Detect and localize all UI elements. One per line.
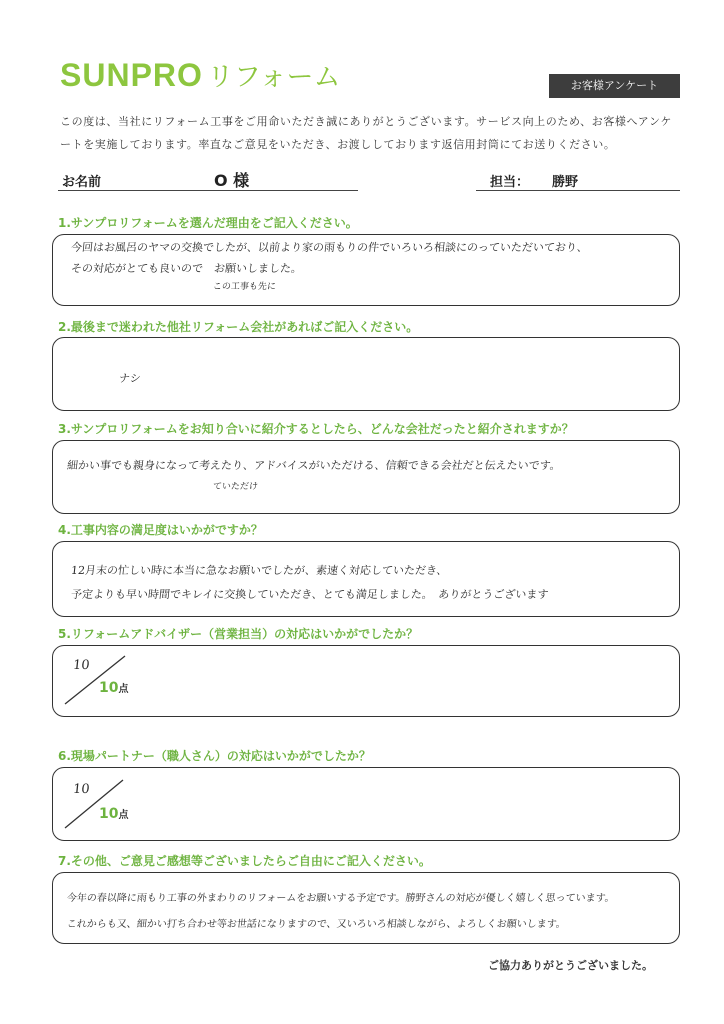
score-5-unit: 点 xyxy=(118,684,129,695)
customer-row xyxy=(58,168,680,192)
answer-4-line-1: 12月末の忙しい時に本当に急なお願いでしたが、素速く対応していただき、 xyxy=(70,564,449,577)
answer-1-insert: この工事も先に xyxy=(212,282,277,292)
survey-badge: お客様アンケート xyxy=(549,74,680,98)
question-1-title: 1.サンプロリフォームを選んだ理由をご記入ください。 xyxy=(58,216,358,230)
score-6-value: 10 xyxy=(99,806,119,822)
answer-7-line-2: これからも又、細かい打ち合わせ等お世話になりますので、又いろいろ相談しながら、よろしくお願いします。 xyxy=(66,919,567,930)
logo-suffix: リフォーム xyxy=(206,62,341,92)
name-underline xyxy=(58,190,358,191)
staff-label: 担当： xyxy=(490,175,530,190)
question-6-title: 6.現場パートナー（職人さん）の対応はいかがでしたか？ xyxy=(58,749,371,763)
question-7-title: 7.その他、ご意見ご感想等ございましたらご自由にご記入ください。 xyxy=(58,854,431,868)
name-label: お名前 xyxy=(62,175,102,190)
question-3-title: 3.サンプロリフォームをお知り合いに紹介するとしたら、どんな会社だったと紹介されますか？ xyxy=(58,422,574,436)
answer-box-2 xyxy=(52,337,680,411)
score-6-printed xyxy=(99,806,128,822)
answer-box-1 xyxy=(52,234,680,306)
answer-1-line-1: 今回はお風呂のヤマの交換でしたが、以前より家の雨もりの件でいろいろ相談にのっていただいており、 xyxy=(70,241,589,254)
name-value: O 様 xyxy=(214,171,250,190)
score-5-value: 10 xyxy=(99,680,119,696)
answer-1-line-2: その対応がとても良いので お願いしました。 xyxy=(70,262,303,275)
question-5-title: 5.リフォームアドバイザー（営業担当）の対応はいかがでしたか？ xyxy=(58,627,419,641)
answer-box-6 xyxy=(52,767,680,841)
answer-box-7 xyxy=(52,872,680,944)
logo-brand: SUNPRO xyxy=(60,57,203,93)
score-5-printed xyxy=(99,680,128,696)
intro-text: この度は、当社にリフォーム工事をご用命いただき誠にありがとうございます。サービス向上のため、お客様へアンケートを実施しております。率直なご意見をいただき、お渡ししております返信用封筒にてお送りください。 xyxy=(60,115,672,151)
staff-underline xyxy=(476,190,680,191)
score-6-handwritten: 10 xyxy=(72,782,91,797)
thanks-footer: ご協力ありがとうございました。 xyxy=(488,959,653,972)
staff-value: 勝野 xyxy=(552,175,579,190)
answer-box-4 xyxy=(52,541,680,617)
score-5-handwritten: 10 xyxy=(72,658,91,673)
answer-3-line-1: 細かい事でも親身になって考えたり、アドバイスがいただける、信頼できる会社だと伝えたいです。 xyxy=(66,459,562,472)
answer-3-insert: ていただけ xyxy=(212,482,259,492)
answer-box-3 xyxy=(52,440,680,514)
score-slash-6 xyxy=(53,768,173,840)
answer-7-line-1: 今年の春以降に雨もり工事の外まわりのリフォームをお願いする予定です。勝野さんの対応が優しく嬉しく思っています。 xyxy=(66,893,616,904)
answer-2-line-1: ナシ xyxy=(118,372,142,385)
question-2-title: 2.最後まで迷われた他社リフォーム会社があればご記入ください。 xyxy=(58,320,419,334)
question-4-title: 4.工事内容の満足度はいかがですか？ xyxy=(58,523,263,537)
answer-box-5 xyxy=(52,645,680,717)
score-6-unit: 点 xyxy=(118,810,129,821)
sunpro-logo xyxy=(60,55,341,94)
answer-4-line-2: 予定よりも早い時間でキレイに交換していただき、とても満足しました。 ありがとうございます xyxy=(70,588,550,601)
